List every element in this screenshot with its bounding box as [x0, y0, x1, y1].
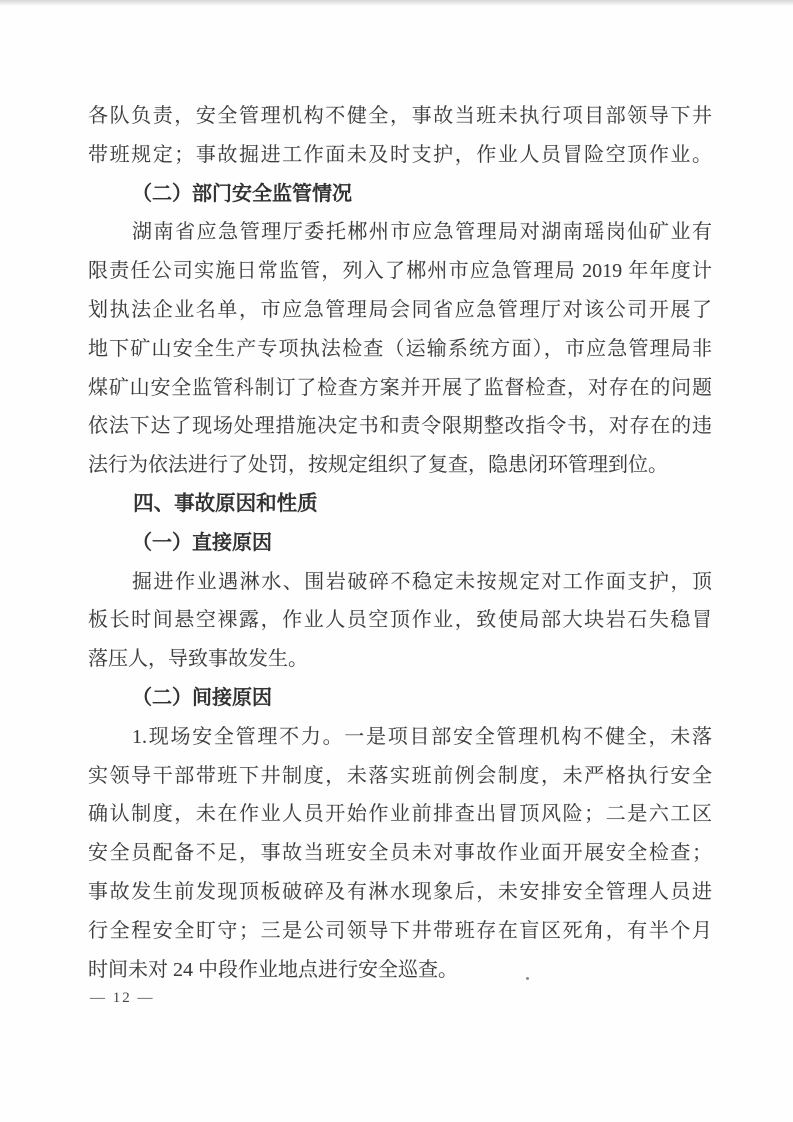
- scan-artifact-dot: [526, 977, 529, 980]
- body-text-line: 落压人，导致事故发生。: [88, 648, 308, 671]
- section-heading-line: （二）部门安全监管情况: [132, 182, 352, 205]
- body-text-line: 板长时间悬空裸露，作业人员空顶作业，致使局部大块岩石失稳冒: [88, 609, 712, 632]
- body-text-line: 依法下达了现场处理措施决定书和责令限期整改指令书，对存在的违: [88, 415, 712, 438]
- scan-edge-shadow: [0, 0, 793, 6]
- body-text-line: 实领导干部带班下井制度，未落实班前例会制度，未严格执行安全: [88, 764, 712, 787]
- body-text-line: 掘进作业遇淋水、围岩破碎不稳定未按规定对工作面支护，顶: [132, 570, 712, 593]
- body-text-line: 事故发生前发现顶板破碎及有淋水现象后，未安排安全管理人员进: [88, 880, 712, 903]
- body-text-line: 划执法企业名单，市应急管理局会同省应急管理厅对该公司开展了: [88, 298, 712, 321]
- body-text-line: 1.现场安全管理不力。一是项目部安全管理机构不健全，未落: [132, 725, 712, 748]
- body-text-line: 时间未对 24 中段作业地点进行安全巡查。: [88, 958, 458, 981]
- body-text-line: 行全程安全盯守；三是公司领导下井带班存在盲区死角，有半个月: [88, 919, 712, 942]
- document-body: [88, 97, 712, 989]
- body-text-line: 煤矿山安全监管科制订了检查方案并开展了监督检查，对存在的问题: [88, 376, 712, 399]
- page-number: — 12 —: [90, 990, 155, 1006]
- body-text-line: 地下矿山安全生产专项执法检查（运输系统方面），市应急管理局非: [88, 337, 712, 360]
- body-text-line: 安全员配备不足，事故当班安全员未对事故作业面开展安全检查；: [88, 842, 712, 865]
- body-text-line: 各队负责，安全管理机构不健全，事故当班未执行项目部领导下井: [88, 105, 712, 127]
- body-text-line: 限责任公司实施日常监管，列入了郴州市应急管理局 2019 年年度计: [88, 260, 712, 283]
- body-text-line: 法行为依法进行了处罚，按规定组织了复查，隐患闭环管理到位。: [88, 454, 668, 477]
- body-text-line: 确认制度，未在作业人员开始作业前排查出冒顶风险；二是六工区: [88, 803, 712, 826]
- subsection-heading-line: （二）间接原因: [132, 686, 272, 709]
- chapter-heading-line: 四、事故原因和性质: [133, 491, 318, 515]
- subsection-heading-line: （一）直接原因: [132, 531, 272, 554]
- body-text-line: 湖南省应急管理厅委托郴州市应急管理局对湖南瑶岗仙矿业有: [132, 221, 712, 244]
- body-text-line: 带班规定；事故掘进工作面未及时支护，作业人员冒险空顶作业。: [88, 143, 712, 166]
